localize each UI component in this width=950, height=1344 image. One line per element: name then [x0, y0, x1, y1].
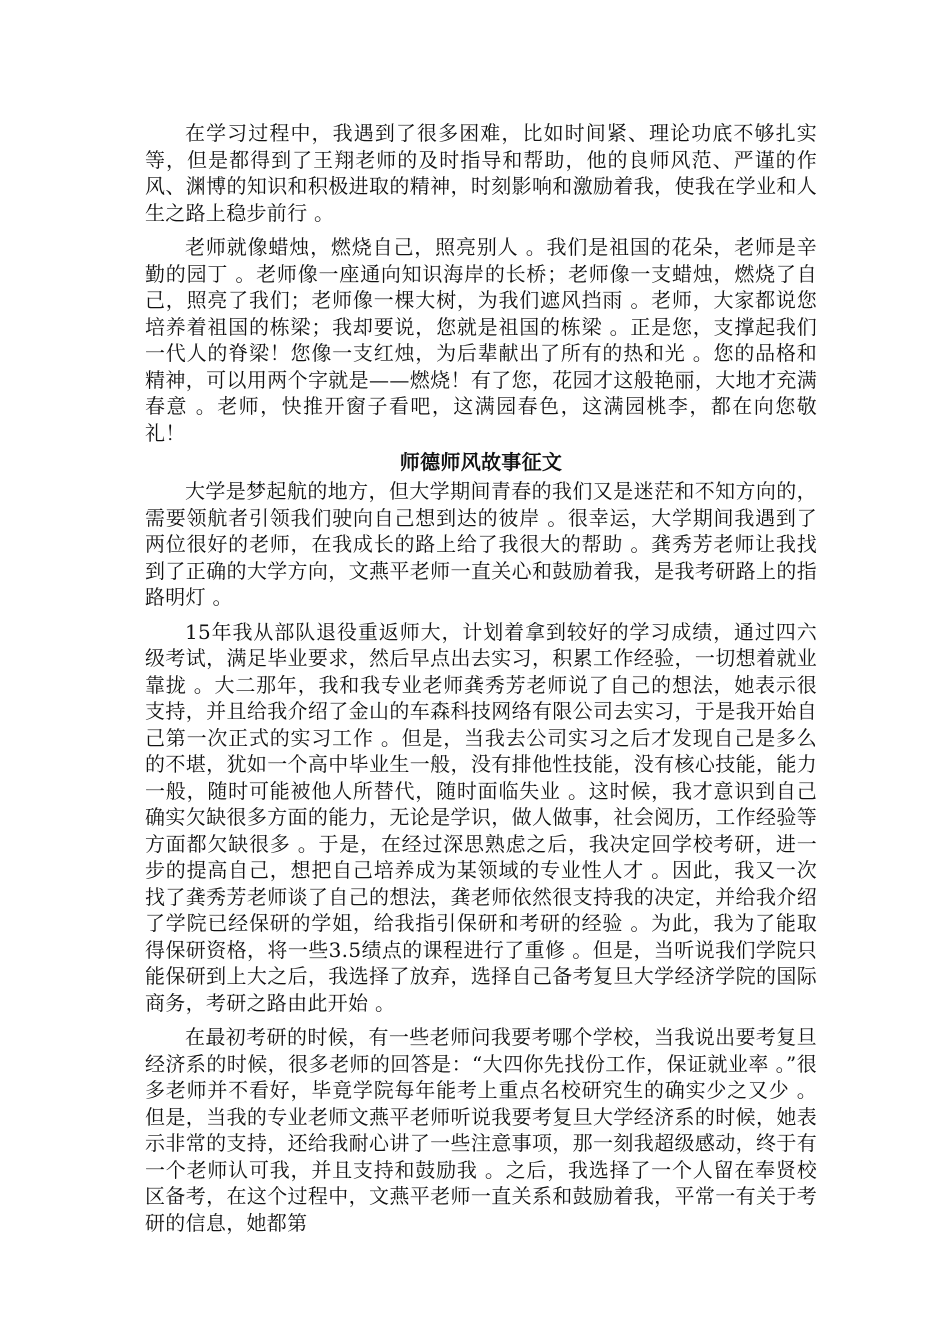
paragraph-exam-prep: 在最初考研的时候，有一些老师问我要考哪个学校，当我说出要考复旦经济系的时候，很多老师的回答是：“大四你先找份工作，保证就业率 。”很多老师并不看好，毕竟学院每年能考上重点名校研究生的确实少之又少 。但是，当我的专业老师文燕平老师听说我要考复旦大学经济系的时候，她表示非常的支持，还给我耐心讲了一些注意事项，那一刻我超级感动，终于有一个老师认可我，并且支持和鼓励我 。之后，我选择了一个人留在奉贤校区备考，在这个过程中，文燕平老师一直关系和鼓励着我，平常一有关于考研的信息，她都第	[145, 1025, 817, 1235]
document-page	[145, 120, 817, 1244]
paragraph-army-return: 15年我从部队退役重返师大，计划着拿到较好的学习成绩，通过四六级考试，满足毕业要求，然后早点出去实习，积累工作经验，一切想着就业靠拢 。大二那年，我和我专业老师龚秀芳老师说了自己的想法，她表示很支持，并且给我介绍了金山的车森科技网络有限公司去实习，于是我开始自己第一次正式的实习工作 。但是，当我去公司实习之后才发现自己是多么的不堪，犹如一个高中毕业生一般，没有排他性技能，没有核心技能，能力一般，随时可能被他人所替代，随时面临失业 。这时候，我才意识到自己确实欠缺很多方面的能力，无论是学识，做人做事，社会阅历，工作经验等方面都欠缺很多 。于是，在经过深思熟虑之后，我决定回学校考研，进一步的提高自己，想把自己培养成为某领域的专业性人才 。因此，我又一次找了龚秀芳老师谈了自己的想法，龚老师依然很支持我的决定，并给我介绍了学院已经保研的学姐，给我指引保研和考研的经验 。为此，我为了能取得保研资格，将一些3.5绩点的课程进行了重修 。但是，当听说我们学院只能保研到上大之后，我选择了放弃，选择自己备考复旦大学经济学院的国际商务，考研之路由此开始 。	[145, 619, 817, 1015]
essay-heading: 师德师风故事征文	[399, 450, 563, 474]
paragraph-study-guidance: 在学习过程中，我遇到了很多困难，比如时间紧、理论功底不够扎实等，但是都得到了王翔老师的及时指导和帮助，他的良师风范、严谨的作风、渊博的知识和积极进取的精神，时刻影响和激励着我，使我在学业和人生之路上稳步前行 。	[145, 121, 817, 225]
paragraph-university-dream: 大学是梦起航的地方，但大学期间青春的我们又是迷茫和不知方向的，需要领航者引领我们驶向自己想到达的彼岸 。很幸运，大学期间我遇到了两位很好的老师，在我成长的路上给了我很大的帮助 。龚秀芳老师让我找到了正确的大学方向，文燕平老师一直关心和鼓励着我，是我考研路上的指路明灯 。	[145, 479, 817, 609]
paragraph-teacher-candle: 老师就像蜡烛，燃烧自己，照亮别人 。我们是祖国的花朵，老师是辛勤的园丁 。老师像一座通向知识海岸的长桥；老师像一支蜡烛，燃烧了自己，照亮了我们；老师像一棵大树，为我们遮风挡雨 。老师，大家都说您培养着祖国的栋梁；我却要说，您就是祖国的栋梁 。正是您，支撑起我们一代人的脊梁！您像一支红烛，为后辈献出了所有的热和光 。您的品格和精神，可以用两个字就是——燃烧！有了您，花园才这般艳丽，大地才充满春意 。老师，快推开窗子看吧，这满园春色，这满园桃李，都在向您敬礼！	[145, 235, 817, 445]
